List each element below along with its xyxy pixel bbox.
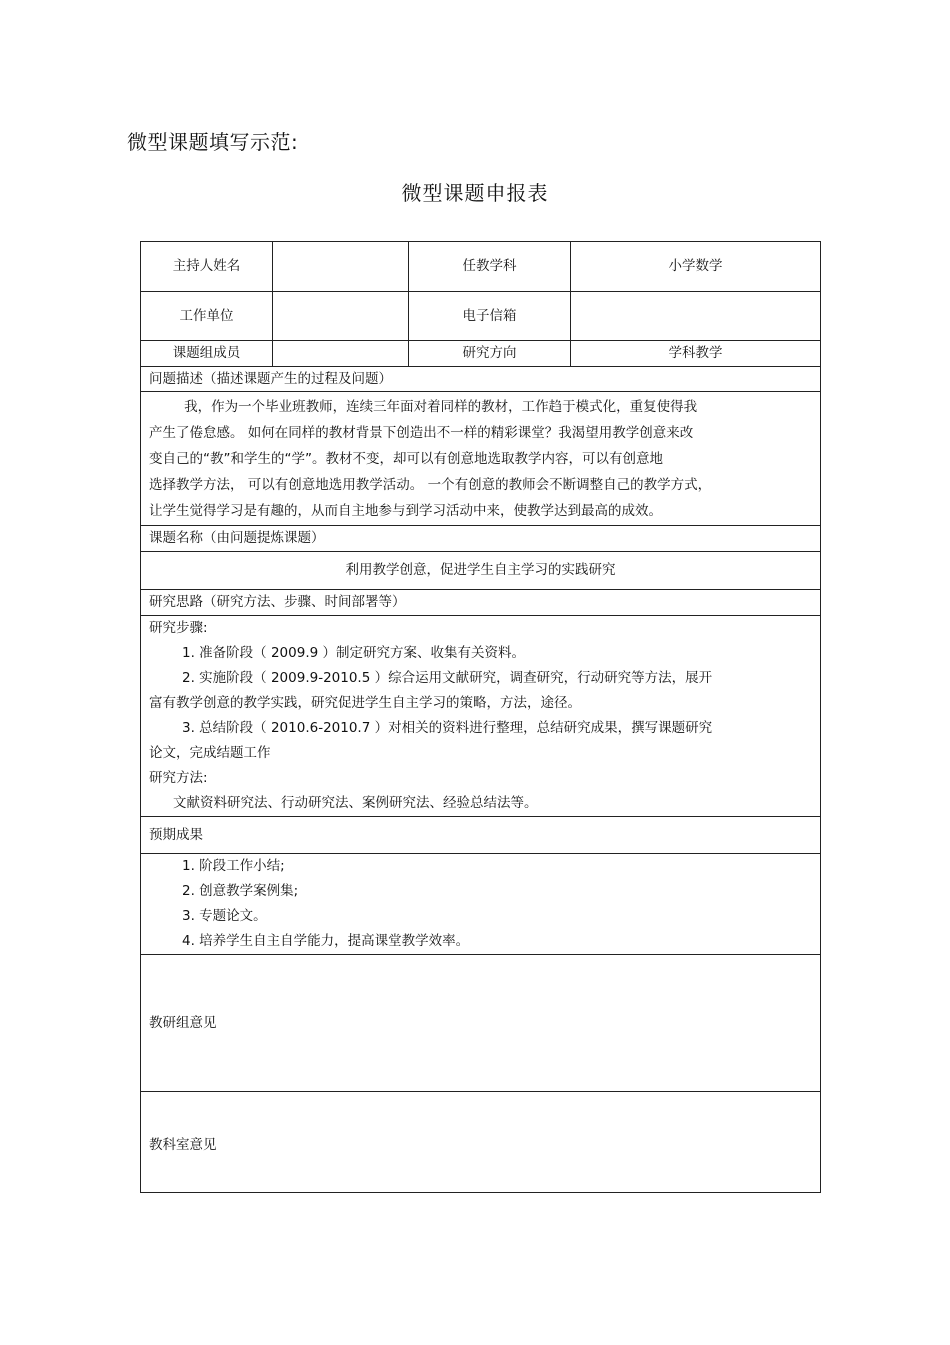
- application-form-table: [140, 241, 821, 1193]
- methods-text: 文献资料研究法、行动研究法、案例研究法、经验总结法等。: [173, 795, 538, 811]
- methods-label: 研究方法:: [149, 770, 208, 786]
- research-group-opinion-label: 教研组意见: [149, 1014, 217, 1031]
- approach-body[interactable]: [141, 616, 821, 817]
- subject-value[interactable]: 小学数学: [571, 242, 821, 292]
- approach-body-row: [141, 616, 821, 817]
- email-value[interactable]: [571, 292, 821, 341]
- problem-line: 我，作为一个毕业班教师，连续三年面对着同样的教材，工作趋于模式化，重复使得我: [184, 398, 698, 415]
- problem-line: 让学生觉得学习是有趣的，从而自主地参与到学习活动中来，使教学达到最高的成效。: [149, 502, 662, 519]
- direction-value[interactable]: 学科教学: [571, 341, 821, 367]
- form-row-unit: [141, 292, 821, 341]
- members-label: 课题组成员: [141, 341, 273, 367]
- approach-header: 研究思路（研究方法、步骤、时间部署等）: [141, 590, 821, 616]
- approach-header-row: [141, 590, 821, 616]
- outcomes-body-row: [141, 854, 821, 955]
- step-2-line-2: 富有教学创意的教学实践，研究促进学生自主学习的策略，方法，途径。: [149, 695, 581, 711]
- research-office-opinion-label: 教科室意见: [149, 1136, 217, 1153]
- problem-header: 问题描述（描述课题产生的过程及问题）: [141, 367, 821, 392]
- topic-header: 课题名称（由问题提炼课题）: [141, 526, 821, 552]
- form-title: 微型课题申报表: [401, 181, 549, 205]
- page-heading: 微型课题填写示范:: [127, 130, 299, 154]
- problem-body-row: [141, 392, 821, 526]
- topic-name[interactable]: 利用教学创意，促进学生自主学习的实践研究: [141, 552, 821, 590]
- outcomes-header: 预期成果: [141, 817, 821, 854]
- problem-line: 产生了倦怠感。 如何在同样的教材背景下创造出不一样的精彩课堂？我渴望用教学创意来改: [149, 424, 694, 441]
- email-label: 电子信箱: [409, 292, 571, 341]
- research-office-opinion-row: [141, 1092, 821, 1193]
- research-office-opinion[interactable]: [141, 1092, 821, 1193]
- outcome-item: 3. 专题论文。: [182, 908, 267, 924]
- topic-header-row: [141, 526, 821, 552]
- step-3-line-1: 3. 总结阶段（ 2010.6-2010.7 ）对相关的资料进行整理，总结研究成果，撰写课题研究: [182, 720, 713, 736]
- host-value[interactable]: [273, 242, 409, 292]
- research-group-opinion-row: [141, 955, 821, 1092]
- research-group-opinion[interactable]: [141, 955, 821, 1092]
- subject-label: 任教学科: [409, 242, 571, 292]
- form-row-members: [141, 341, 821, 367]
- step-1: 1. 准备阶段（ 2009.9 ）制定研究方案、收集有关资料。: [182, 645, 525, 661]
- problem-line: 选择教学方法， 可以有创意地选用教学活动。 一个有创意的教师会不断调整自己的教学方式，: [149, 476, 712, 493]
- steps-label: 研究步骤:: [149, 620, 208, 636]
- outcome-item: 4. 培养学生自主自学能力，提高课堂教学效率。: [182, 933, 470, 949]
- topic-name-row: [141, 552, 821, 590]
- outcome-item: 2. 创意教学案例集;: [182, 883, 299, 899]
- unit-value[interactable]: [273, 292, 409, 341]
- host-label: 主持人姓名: [141, 242, 273, 292]
- outcome-item: 1. 阶段工作小结;: [182, 858, 285, 874]
- step-3-line-2: 论文，完成结题工作: [149, 745, 271, 761]
- unit-label: 工作单位: [141, 292, 273, 341]
- direction-label: 研究方向: [409, 341, 571, 367]
- problem-description[interactable]: [141, 392, 821, 526]
- outcomes-body[interactable]: [141, 854, 821, 955]
- step-2-line-1: 2. 实施阶段（ 2009.9-2010.5 ）综合运用文献研究，调查研究，行动研究等方法，展开: [182, 670, 713, 686]
- form-row-host: [141, 242, 821, 292]
- problem-line: 变自己的“教”和学生的“学”。教材不变，却可以有创意地选取教学内容，可以有创意地: [149, 450, 663, 467]
- problem-header-row: [141, 367, 821, 392]
- outcomes-header-row: [141, 817, 821, 854]
- members-value[interactable]: [273, 341, 409, 367]
